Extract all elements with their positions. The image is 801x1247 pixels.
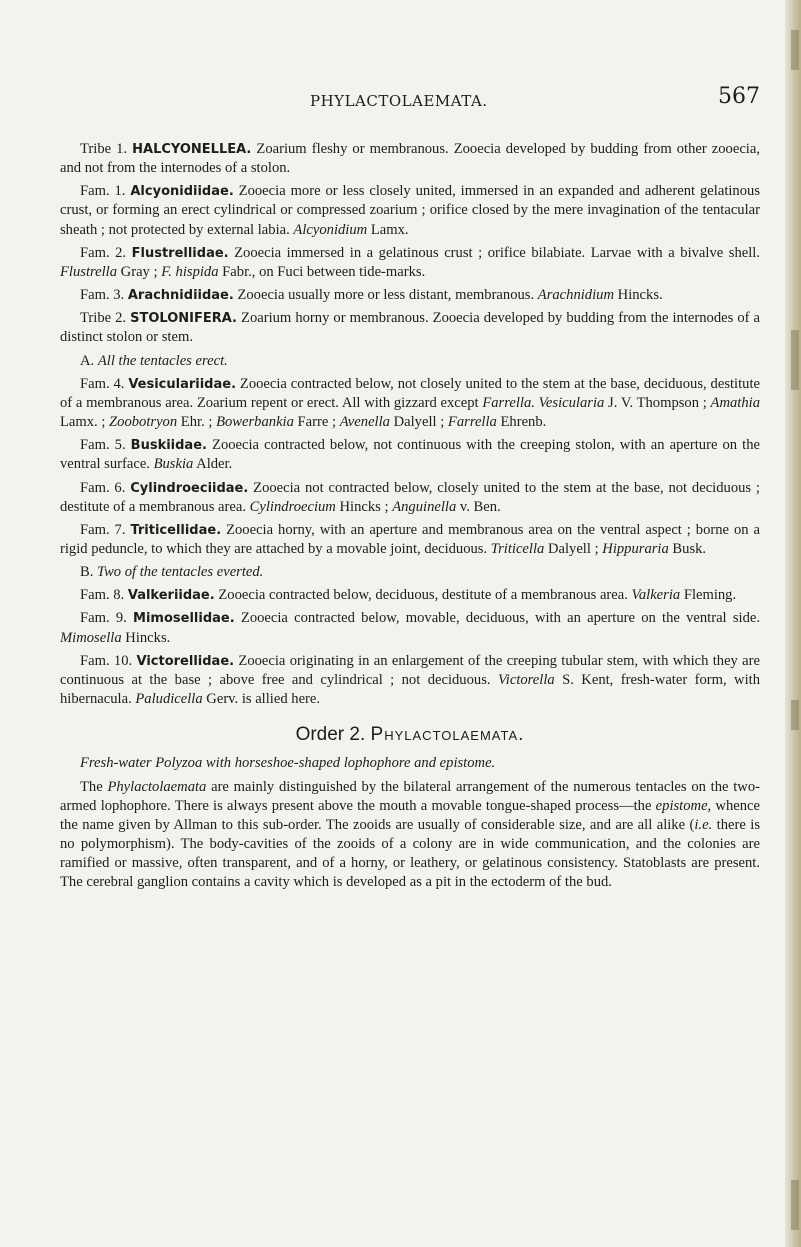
taxon-name: Victorellidae.: [136, 653, 235, 669]
taxon-rank: Tribe 1.: [80, 141, 133, 157]
text-run: Zooecia contracted below, not continuous with the creeping stolon, with an aperture on the ventral surface.: [60, 437, 760, 473]
edge-mark: [791, 330, 799, 390]
taxon-rank: Fam. 10.: [80, 652, 137, 669]
paragraph-f5: [60, 436, 760, 474]
italic-text: Triticella: [490, 540, 545, 557]
text-run: Farre ;: [293, 414, 340, 431]
italic-text: Cylindroecium: [249, 498, 336, 515]
text-run: Hincks.: [121, 629, 171, 646]
text-run: S. Kent, fresh-water form, with hibernacula.: [60, 671, 760, 708]
taxon-rank: Fam. 3.: [80, 287, 128, 304]
order-description: [60, 754, 760, 892]
order-heading: [60, 725, 760, 744]
taxon-rank: B.: [80, 564, 98, 581]
paragraph-t1: [60, 140, 760, 178]
text-run: Lamx.: [367, 221, 409, 238]
text-run: Zooecia contracted below, deciduous, destitute of a membranous area.: [214, 587, 632, 604]
text-run: are mainly distinguished by the bilateral arrangement of the numerous tentacles on the two-armed lophophore. There is always present above the mouth a movable tongue-shaped process—the: [60, 778, 760, 814]
taxon-rank: Tribe 2.: [80, 310, 131, 327]
order-name: Phylactolaemata.: [370, 724, 525, 746]
text-run: Gerv. is allied here.: [202, 691, 321, 708]
text-run: Zooecia immersed in a gelatinous crust ; orifice bilabiate. Larvae with a bivalve shell.: [228, 244, 760, 261]
text-run: Gray ;: [117, 263, 162, 280]
paragraph-f10: [60, 652, 760, 709]
taxon-rank: Fam. 6.: [80, 479, 131, 496]
text-run: J. V. Thompson ;: [604, 394, 711, 411]
taxon-name: Triticellidae.: [130, 522, 222, 538]
text-run: there is no polymorphism). The body-cavities of the zooids of a colony are in wide communication, and the colonies are ramified or massive, often transparent, and of a horny, or leathery, or gelatinous consistency. Statoblasts are present. The cerebral ganglion contains a cavity which is developed as a pit in the ectoderm of the bud.: [60, 816, 760, 891]
running-title: PHYLACTOLAEMATA.: [310, 92, 488, 110]
text-run: Fleming.: [680, 587, 737, 604]
italic-text: Fresh-water Polyzoa with horseshoe-shaped lophophore and epistome.: [80, 755, 496, 772]
text-run: Hincks ;: [335, 498, 393, 515]
paragraph-f2: [60, 244, 760, 282]
italic-text: Phylactolaemata: [107, 778, 207, 795]
page-header: [60, 84, 760, 124]
italic-text: Victorella: [497, 671, 555, 688]
text-run: Busk.: [668, 540, 707, 557]
italic-text: F. hispida: [161, 263, 219, 280]
paragraph-f3: [60, 286, 760, 305]
italic-text: Zoobotryon: [109, 414, 178, 431]
italic-text: Alcyonidium: [293, 221, 368, 238]
italic-text: epistome,: [655, 797, 712, 814]
taxon-rank: A.: [80, 352, 98, 369]
text-run: Fabr., on Fuci between tide-marks.: [218, 263, 426, 280]
text-run: Hincks.: [614, 287, 663, 304]
text-run: Zooecia not contracted below, closely united to the stem at the base, not deciduous ; destitute of a membranous area.: [60, 479, 760, 515]
text-run: Zooecia contracted below, movable, deciduous, with an aperture on the ventral side.: [234, 610, 761, 627]
text-run: Zooecia contracted below, not closely united to the stem at the base, deciduous, destitute of a membranous area. Zoarium repent or erect. All with gizzard except: [60, 375, 760, 411]
taxon-rank: Fam. 1.: [80, 183, 131, 200]
page-body: [60, 140, 760, 896]
text-run: The: [80, 778, 108, 795]
page-edge-shadow: [785, 0, 801, 1247]
text-run: Zooecia horny, with an aperture and membranous area on the ventral aspect ; borne on a rigid peduncle, to which they are attached by a movable joint, deciduous.: [60, 521, 760, 557]
text-run: Zooecia usually more or less distant, membranous.: [233, 287, 538, 304]
italic-text: All the tentacles erect.: [97, 352, 228, 369]
taxon-rank: Fam. 2.: [80, 244, 132, 261]
text-run: Lamx. ;: [60, 414, 110, 431]
taxon-name: Vesiculariidae.: [128, 376, 237, 392]
taxon-rank: Fam. 8.: [80, 587, 128, 604]
paragraph-f9: [60, 609, 760, 647]
text-run: Zooecia originating in an enlargement of the creeping tubular stem, with which they are continuous at the base ; above free and cylindrical ; not deciduous.: [60, 652, 760, 688]
order-label: Order 2.: [295, 724, 366, 746]
paragraph-a: [60, 352, 760, 371]
taxon-name: HALCYONELLEA.: [132, 142, 252, 157]
taxon-name: Mimosellidae.: [133, 611, 235, 627]
edge-mark: [791, 700, 799, 730]
text-run: Alder.: [193, 456, 233, 473]
taxon-name: Valkeriidae.: [127, 588, 215, 604]
italic-text: Farrella.: [482, 394, 535, 411]
italic-text: Buskia: [153, 456, 194, 473]
taxon-rank: Fam. 9.: [80, 610, 134, 627]
taxon-name: Alcyonidiidae.: [130, 184, 234, 200]
italic-text: Two of the tentacles everted.: [97, 564, 264, 581]
italic-text: Valkeria: [631, 587, 681, 604]
paragraph-t2: [60, 309, 760, 347]
paragraph-sub: [60, 754, 760, 773]
taxon-rank: Fam. 7.: [80, 521, 131, 538]
taxon-name: STOLONIFERA.: [130, 311, 237, 327]
text-run: v. Ben.: [456, 498, 501, 515]
taxon-name: Cylindroeciidae.: [130, 480, 249, 496]
taxon-name: Arachnidiidae.: [127, 288, 234, 304]
italic-text: Bowerbankia: [216, 414, 294, 431]
text-run: whence the name given by Allman to this sub-order. The zooids are usually of considerable size, and are all alike (: [60, 797, 760, 833]
classification-list: [60, 140, 760, 709]
italic-text: Avenella: [339, 414, 390, 431]
italic-text: Amathia: [710, 394, 760, 411]
paragraph-b: [60, 563, 760, 582]
paragraph-f1: [60, 182, 760, 239]
page-number: 567: [718, 84, 760, 109]
taxon-rank: Fam. 4.: [80, 375, 129, 392]
italic-text: Paludicella: [135, 691, 203, 708]
text-run: Ehrenb.: [496, 414, 547, 431]
paragraph-f7: [60, 521, 760, 559]
italic-text: Mimosella: [60, 629, 122, 646]
text-run: Zooecia more or less closely united, immersed in an expanded and adherent gelatinous crust, or forming an erect cylindrical or compressed zoarium ; orifice closed by the mere invagination of the tentacular sheath ; not protected by external labia.: [60, 183, 760, 238]
italic-text: Anguinella: [392, 498, 457, 515]
edge-mark: [791, 30, 799, 70]
edge-mark: [791, 1180, 799, 1230]
paragraph-f8: [60, 586, 760, 605]
text-run: Dalyell ;: [544, 540, 603, 557]
taxon-rank: Fam. 5.: [80, 437, 131, 454]
text-run: Ehr. ;: [177, 414, 217, 431]
taxon-name: Buskiidae.: [130, 438, 207, 454]
taxon-name: Flustrellidae.: [131, 245, 229, 261]
text-run: Zoarium fleshy or membranous. Zooecia developed by budding from other zooecia, and not from the internodes of a stolon.: [60, 141, 760, 177]
paragraph-desc: [60, 778, 760, 893]
text-run: Dalyell ;: [389, 414, 448, 431]
italic-text: Farrella: [447, 414, 497, 431]
italic-text: i.e.: [694, 816, 713, 833]
italic-text: Hippuraria: [602, 540, 669, 557]
text-run: Zoarium horny or membranous. Zooecia developed by budding from the internodes of a distinct stolon or stem.: [60, 310, 760, 346]
italic-text: Arachnidium: [537, 287, 614, 304]
paragraph-f6: [60, 479, 760, 517]
italic-text: Flustrella: [60, 263, 118, 280]
italic-text: Vesicularia: [538, 394, 605, 411]
paragraph-f4: [60, 375, 760, 432]
